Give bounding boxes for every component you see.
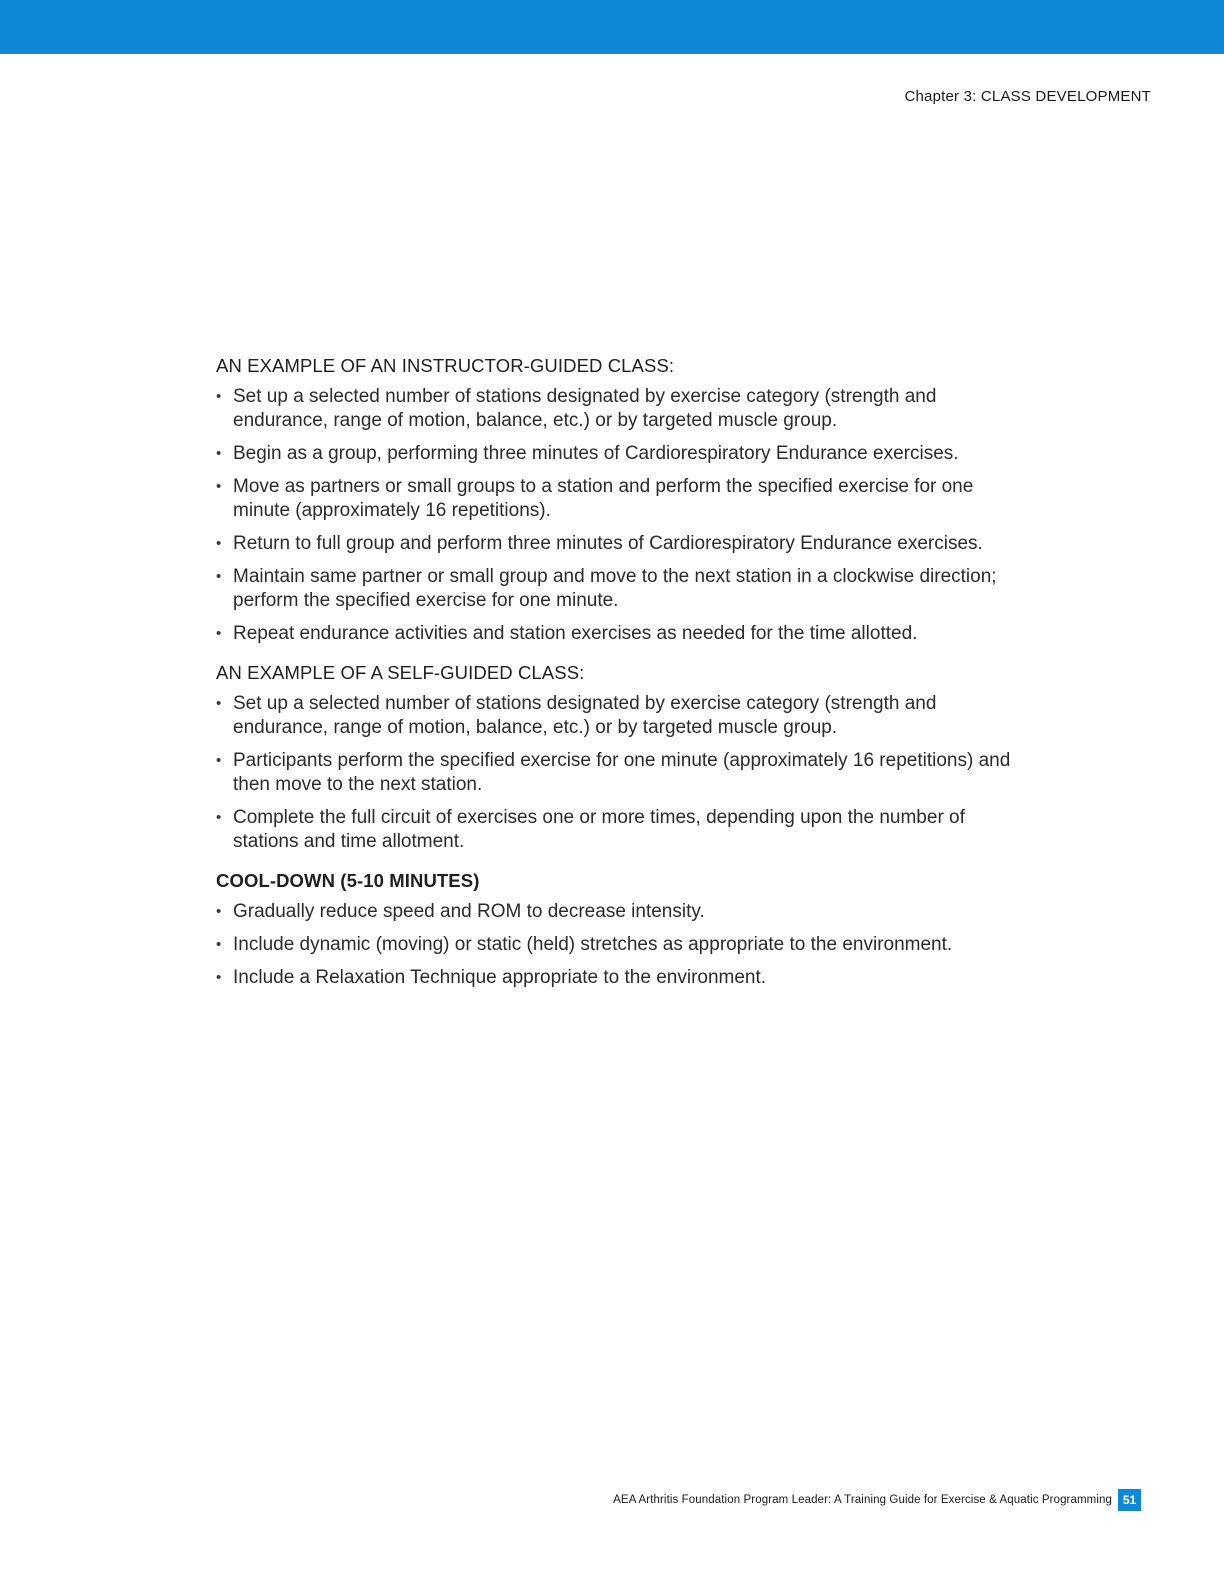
list-item: • Set up a selected number of stations designated by exercise category (strength and endurance, range of motion, balance, etc.) or by targeted muscle group.: [216, 692, 1016, 740]
section-heading: AN EXAMPLE OF A SELF-GUIDED CLASS:: [216, 662, 585, 683]
list-item: • Complete the full circuit of exercises one or more times, depending upon the number of stations and time allotment.: [216, 806, 1016, 854]
page-number: 51: [1118, 1489, 1141, 1511]
list-item: • Move as partners or small groups to a station and perform the specified exercise for one minute (approximately 16 repetitions).: [216, 475, 1016, 523]
section-cool-down: [216, 870, 1016, 990]
list-item: • Set up a selected number of stations designated by exercise category (strength and endurance, range of motion, balance, etc.) or by targeted muscle group.: [216, 385, 1016, 433]
list-item: • Include dynamic (moving) or static (held) stretches as appropriate to the environment.: [216, 933, 1016, 957]
chapter-header: Chapter 3: CLASS DEVELOPMENT: [904, 88, 1151, 105]
section-heading: AN EXAMPLE OF AN INSTRUCTOR-GUIDED CLASS:: [216, 355, 675, 376]
list-item: • Include a Relaxation Technique appropriate to the environment.: [216, 966, 1016, 990]
list-item: • Return to full group and perform three minutes of Cardiorespiratory Endurance exercises.: [216, 532, 1016, 556]
list-item: • Maintain same partner or small group and move to the next station in a clockwise direction; perform the specified exercise for one minute.: [216, 565, 1016, 613]
page-body: [216, 355, 1016, 999]
bullet-list: [216, 692, 1016, 854]
section-instructor-guided: [216, 355, 1016, 646]
bullet-list: [216, 900, 1016, 990]
list-item: • Gradually reduce speed and ROM to decrease intensity.: [216, 900, 1016, 924]
bullet-list: [216, 385, 1016, 646]
footer-title: AEA Arthritis Foundation Program Leader: A Training Guide for Exercise & Aquatic Programming: [613, 1494, 1112, 1506]
section-self-guided: [216, 662, 1016, 854]
list-item: • Participants perform the specified exercise for one minute (approximately 16 repetitions) and then move to the next station.: [216, 749, 1016, 797]
page-footer: [613, 1489, 1141, 1511]
list-item: • Repeat endurance activities and station exercises as needed for the time allotted.: [216, 622, 1016, 646]
list-item: • Begin as a group, performing three minutes of Cardiorespiratory Endurance exercises.: [216, 442, 1016, 466]
section-heading: COOL-DOWN (5-10 MINUTES): [216, 870, 480, 891]
top-color-band: [0, 0, 1224, 54]
